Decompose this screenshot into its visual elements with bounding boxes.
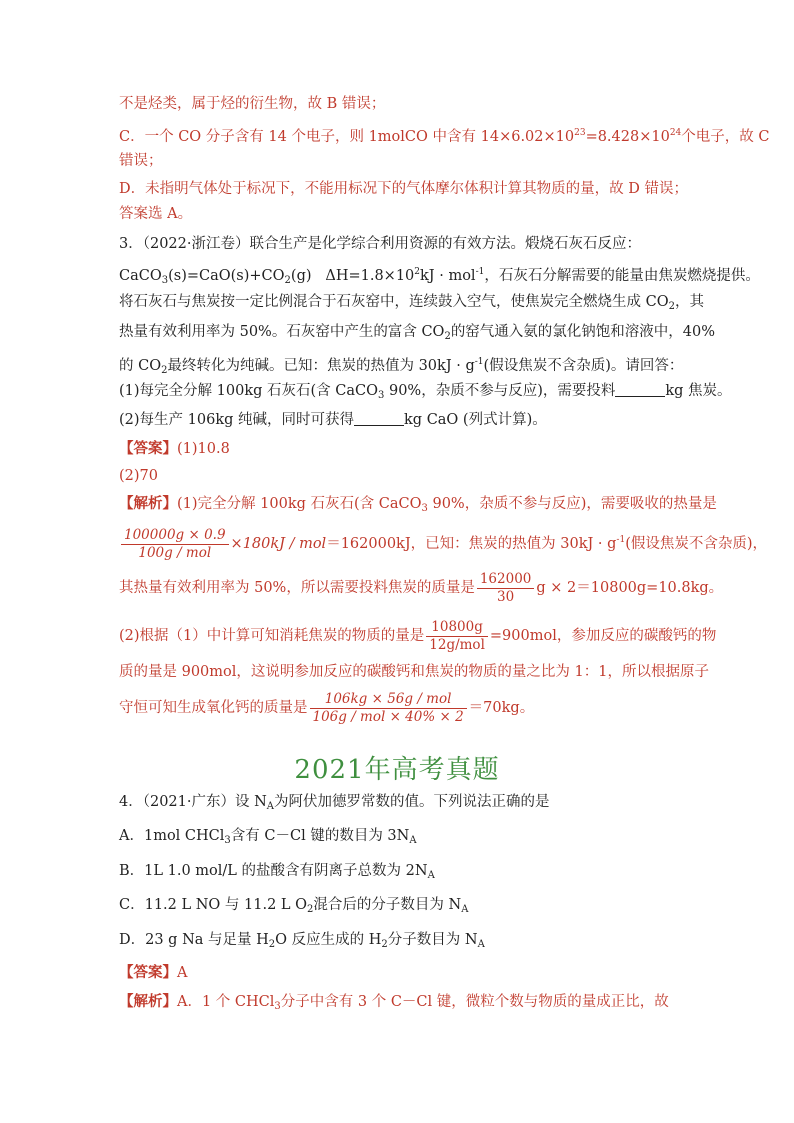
q2-tail-line — [119, 94, 385, 114]
q3-analysis-formula-line — [119, 690, 534, 726]
subscript: 3 — [421, 503, 428, 514]
q3-paragraph-line — [119, 292, 704, 317]
text: 热量有效利用率为 50%。石灰窑中产生的富含 CO — [119, 324, 445, 340]
fraction — [310, 691, 467, 726]
numerator: 162000 — [477, 571, 535, 589]
q3-analysis-formula-line — [119, 522, 767, 562]
text: 不是烃类，属于烃的衍生物，故 B 错误； — [119, 96, 386, 112]
text: (2)根据（1）中计算可知消耗焦炭的物质的量是 — [119, 628, 425, 644]
text: (2)每生产 106kg 纯碱，同时可获得 — [119, 412, 355, 428]
text: ×180kJ / mol — [230, 536, 327, 552]
subscript: 2 — [381, 939, 388, 950]
text: 最终转化为纯碱。已知：焦炭的热值为 30kJ · g — [167, 358, 475, 374]
q3-subquestion-1 — [119, 381, 732, 406]
q2-option-d-analysis — [119, 179, 688, 199]
fraction — [477, 571, 535, 606]
text: 的窑气通入氨的氯化钠饱和溶液中，40% — [450, 324, 716, 340]
analysis-label: 【解析】 — [119, 495, 177, 512]
subscript: A — [427, 870, 435, 881]
text: 个电子，故 C — [681, 129, 770, 145]
exponent: -1 — [475, 267, 485, 277]
q3-subquestion-2 — [119, 410, 547, 430]
subscript: A — [266, 801, 275, 812]
text: A．1mol CHCl — [119, 828, 225, 844]
text: 4．（2021·广东）设 N — [119, 794, 267, 810]
q4-answer-line — [119, 963, 187, 983]
text: (假设焦炭不含杂质)， — [625, 536, 768, 552]
q3-answer-line-2 — [119, 466, 158, 486]
text: C．11.2 L NO 与 11.2 L O — [119, 897, 308, 913]
text: ，石灰石分解需要的能量由焦炭燃烧提供。 — [484, 268, 760, 284]
text: ＝162000kJ，已知：焦炭的热值为 30kJ · g — [326, 536, 617, 552]
text: O 反应生成的 H — [275, 932, 382, 948]
text: (s)=CaO(s)+CO — [168, 268, 285, 284]
text: (g) — [290, 268, 312, 284]
text: 答案选 A。 — [119, 206, 193, 222]
fraction — [426, 619, 488, 654]
q3-analysis-line — [119, 494, 717, 519]
subscript: A — [461, 904, 469, 915]
q4-option-c — [119, 895, 468, 920]
exponent: -1 — [474, 357, 484, 367]
q2-option-c-analysis — [119, 123, 770, 147]
subscript: A — [477, 939, 485, 950]
text: 为阿伏加德罗常数的值。下列说法正确的是 — [274, 794, 550, 810]
answer-label: 【答案】 — [119, 964, 177, 981]
answer-value: A — [177, 965, 188, 981]
text: 守恒可知生成氧化钙的质量是 — [119, 700, 308, 716]
text: CaCO — [119, 268, 162, 284]
subscript: 2 — [284, 275, 291, 286]
subscript: 3 — [224, 835, 231, 846]
q3-analysis-formula-line — [119, 618, 716, 654]
text: (1)每完全分解 100kg 石灰石(含 CaCO — [119, 383, 378, 399]
q4-option-d — [119, 930, 485, 955]
text: ＝70kg。 — [468, 700, 535, 716]
text: ΔH=1.8×10 — [325, 268, 415, 284]
text: 其热量有效利用率为 50%，所以需要投料焦炭的质量是 — [119, 580, 475, 596]
q4-analysis-line — [119, 992, 669, 1017]
denominator: 30 — [497, 588, 515, 605]
subscript: A — [409, 835, 417, 846]
text: 3．（2022·浙江卷）联合生产是化学综合利用资源的有效方法。煅烧石灰石反应： — [119, 236, 641, 252]
answer-blank — [615, 382, 665, 397]
text: B．1L 1.0 mol/L 的盐酸含有阴离子总数为 2N — [119, 863, 428, 879]
subscript: 3 — [378, 390, 385, 401]
subscript: 2 — [307, 904, 314, 915]
q3-answer-line — [119, 439, 230, 459]
text: =900mol，参加反应的碳酸钙的物 — [489, 628, 717, 644]
q4-header — [119, 792, 550, 817]
text: (假设焦炭不含杂质)。请回答： — [483, 358, 684, 374]
text: 的 CO — [119, 358, 162, 374]
q2-answer-line — [119, 204, 192, 224]
q3-paragraph-line — [119, 352, 683, 381]
text: (1)完全分解 100kg 石灰石(含 CaCO — [177, 496, 422, 512]
text: C．一个 CO 分子含有 14 个电子，则 1molCO 中含有 14×6.02×10 — [119, 129, 575, 145]
subscript: 2 — [268, 939, 276, 950]
text: 90%，杂质不参与反应)，需要投料 — [384, 383, 616, 399]
text: g × 2＝10800g=10.8kg。 — [536, 580, 724, 596]
numerator: 100000g × 0.9 — [121, 527, 229, 545]
subscript: 3 — [274, 1001, 281, 1012]
text: 90%，杂质不参与反应)，需要吸收的热量是 — [427, 496, 717, 512]
text: D．23 g Na 与足量 H — [119, 932, 269, 948]
text: 分子数目为 N — [387, 932, 478, 948]
text: 分子中含有 3 个 C－Cl 键，微粒个数与物质的量成正比，故 — [280, 994, 669, 1010]
subscript: 2 — [161, 365, 168, 376]
exponent: 24 — [669, 128, 682, 138]
denominator: 106g / mol × 40% × 2 — [312, 708, 464, 725]
section-heading: 2021年高考真题 — [294, 755, 500, 785]
text: 错误； — [119, 153, 163, 169]
subscript: 2 — [444, 331, 451, 342]
text: =8.428×10 — [585, 129, 670, 145]
analysis-label: 【解析】 — [119, 993, 177, 1010]
text: 含有 C－Cl 键的数目为 3N — [230, 828, 410, 844]
text: 将石灰石与焦炭按一定比例混合于石灰窑中，连续鼓入空气，使焦炭完全燃烧生成 CO — [119, 294, 669, 310]
q4-option-b — [119, 861, 435, 886]
q2-option-c-analysis-2 — [119, 151, 163, 171]
text: kg CaO (列式计算)。 — [404, 412, 547, 428]
q3-paragraph-line — [119, 322, 715, 347]
text: A．1 个 CHCl — [177, 994, 275, 1010]
answer-value: (2)70 — [119, 468, 158, 484]
denominator: 100g / mol — [138, 544, 212, 561]
numerator: 10800g — [426, 619, 488, 637]
text: 质的量是 900mol，这说明参加反应的碳酸钙和焦炭的物质的量之比为 1：1，所以根据原子 — [119, 664, 709, 680]
answer-blank — [354, 411, 404, 426]
q3-analysis-line — [119, 662, 709, 682]
exponent: 23 — [574, 128, 586, 138]
text: kJ · mol — [420, 268, 476, 284]
answer-value: (1)10.8 — [177, 441, 230, 457]
denominator: 12g/mol — [429, 636, 485, 653]
text: D．未指明气体处于标况下，不能用标况下的气体摩尔体积计算其物质的量，故 D 错误； — [119, 181, 688, 197]
answer-label: 【答案】 — [119, 440, 177, 457]
q4-option-a — [119, 826, 417, 851]
text: ，其 — [674, 294, 704, 310]
exponent: 2 — [414, 267, 421, 277]
exponent: -1 — [616, 535, 626, 545]
q3-header — [119, 234, 641, 254]
q3-analysis-formula-line — [119, 570, 723, 606]
subscript: 2 — [668, 301, 675, 312]
text: kg 焦炭。 — [665, 383, 732, 399]
text: 混合后的分子数目为 N — [313, 897, 462, 913]
fraction — [121, 527, 229, 562]
q3-equation — [119, 262, 760, 291]
subscript: 3 — [161, 275, 169, 286]
numerator: 106kg × 56g / mol — [310, 691, 467, 709]
